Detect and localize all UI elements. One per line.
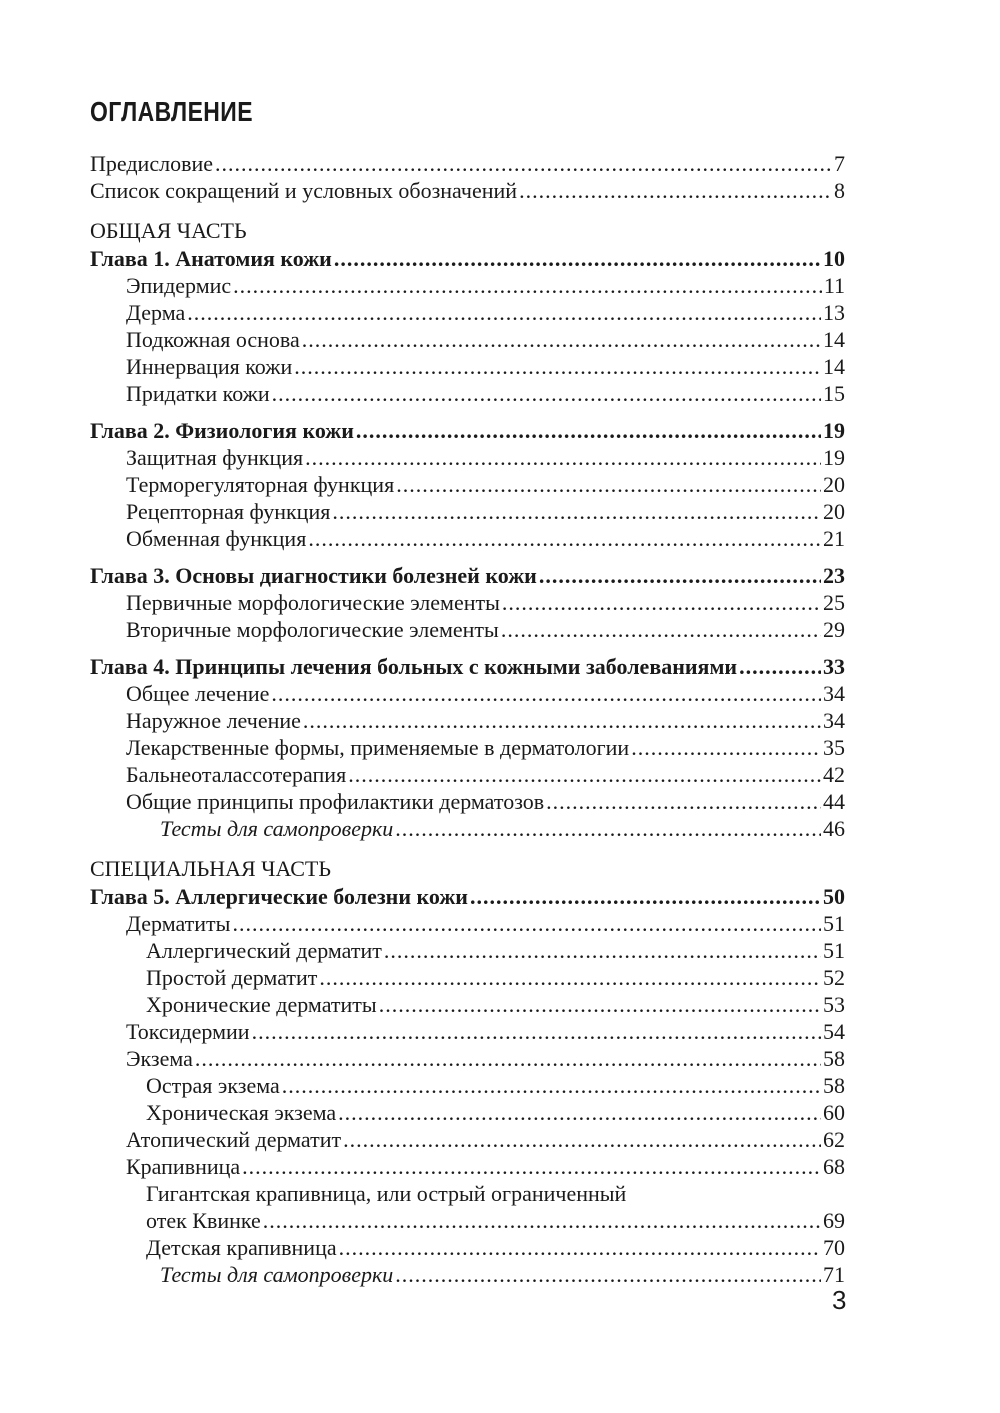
leader-dots [338, 1099, 821, 1126]
leader-dots [384, 937, 821, 964]
leader-dots [282, 1072, 821, 1099]
toc-entry[interactable] [90, 299, 845, 326]
leader-dots [348, 761, 821, 788]
entry-title: Простой дерматит [146, 965, 318, 990]
toc-entry[interactable] [90, 937, 845, 964]
leader-dots [272, 380, 821, 407]
entry-page: 21 [823, 526, 845, 551]
leader-dots [242, 1153, 821, 1180]
entry-page: 51 [823, 911, 845, 936]
entry-title: Глава 3. Основы диагностики болезней кожи [90, 563, 537, 588]
toc-chapter-1[interactable] [90, 245, 845, 272]
leader-dots [334, 245, 821, 272]
entry-page: 11 [823, 273, 845, 298]
entry-title: Глава 4. Принципы лечения больных с кожными заболеваниями [90, 654, 738, 679]
section-heading-general: ОБЩАЯ ЧАСТЬ [90, 218, 247, 243]
entry-page: 19 [823, 445, 845, 470]
entry-page: 42 [823, 762, 845, 787]
entry-title: Гигантская крапивница, или острый ограниченный [146, 1181, 627, 1206]
entry-page: 33 [823, 654, 845, 679]
toc-entry[interactable] [90, 991, 845, 1018]
toc-entry[interactable] [90, 498, 845, 525]
entry-title: Придатки кожи [126, 381, 270, 406]
leader-dots [233, 272, 822, 299]
entry-title: Глава 5. Аллергические болезни кожи [90, 884, 468, 909]
entry-page: 68 [823, 1154, 845, 1179]
entry-page: 58 [823, 1073, 845, 1098]
toc-entry[interactable] [90, 353, 845, 380]
entry-title: Иннервация кожи [126, 354, 293, 379]
entry-page: 58 [823, 1046, 845, 1071]
leader-dots [395, 815, 821, 842]
entry-page: 25 [823, 590, 845, 615]
toc-entry[interactable] [90, 1072, 845, 1099]
leader-dots [395, 1261, 821, 1288]
entry-page: 14 [823, 327, 845, 352]
toc-entry[interactable] [90, 1180, 845, 1207]
leader-dots [294, 353, 821, 380]
entry-title: Эпидермис [126, 273, 232, 298]
toc-entry-abbreviations[interactable] [90, 177, 845, 204]
entry-page: 14 [823, 354, 845, 379]
entry-page: 54 [823, 1019, 845, 1044]
entry-page: 20 [823, 472, 845, 497]
entry-title: Подкожная основа [126, 327, 300, 352]
entry-title: Дерматиты [126, 911, 231, 936]
entry-page: 20 [823, 499, 845, 524]
entry-page: 34 [823, 681, 845, 706]
leader-dots [501, 616, 821, 643]
entry-title: Дерма [126, 300, 186, 325]
toc-entry[interactable] [90, 964, 845, 991]
toc-entry[interactable] [90, 1153, 845, 1180]
leader-dots [303, 707, 821, 734]
toc-chapter-5[interactable] [90, 883, 845, 910]
entry-title: Предисловие [90, 151, 213, 176]
entry-title: Атопический дерматит [126, 1127, 342, 1152]
entry-page: 53 [823, 992, 845, 1017]
entry-page: 19 [823, 418, 845, 443]
toc-entry[interactable] [90, 380, 845, 407]
toc-entry[interactable] [90, 471, 845, 498]
entry-page: 50 [823, 884, 845, 909]
toc-entry[interactable] [90, 734, 845, 761]
toc-entry[interactable] [90, 326, 845, 353]
toc-entry[interactable] [90, 1099, 845, 1126]
leader-dots [187, 299, 821, 326]
entry-page: 70 [823, 1235, 845, 1260]
entry-page: 46 [823, 816, 845, 841]
toc-entry[interactable] [90, 525, 845, 552]
entry-page: 29 [823, 617, 845, 642]
toc-entry-tests[interactable] [90, 1261, 845, 1288]
leader-dots [379, 991, 821, 1018]
leader-dots [302, 326, 821, 353]
entry-title: Крапивница [126, 1154, 241, 1179]
entry-page: 35 [823, 735, 845, 760]
entry-title: Рецепторная функция [126, 499, 331, 524]
entry-page: 34 [823, 708, 845, 733]
table-of-contents [90, 150, 845, 1288]
leader-dots [470, 883, 821, 910]
toc-entry[interactable] [90, 444, 845, 471]
toc-chapter-4[interactable] [90, 653, 845, 680]
entry-title: Первичные морфологические элементы [126, 590, 500, 615]
toc-entry[interactable] [90, 1126, 845, 1153]
toc-entry[interactable] [90, 707, 845, 734]
entry-title: Защитная функция [126, 445, 304, 470]
leader-dots [739, 653, 821, 680]
entry-title: Экзема [126, 1046, 193, 1071]
entry-title: Общее лечение [126, 681, 270, 706]
section-heading-special: СПЕЦИАЛЬНАЯ ЧАСТЬ [90, 856, 332, 881]
toc-entry[interactable] [90, 1234, 845, 1261]
leader-dots [232, 910, 821, 937]
entry-page: 23 [823, 563, 845, 588]
leader-dots [356, 417, 821, 444]
entry-page: 62 [823, 1127, 845, 1152]
leader-dots [319, 964, 821, 991]
toc-entry-tests[interactable] [90, 815, 845, 842]
entry-page: 8 [834, 178, 845, 203]
entry-title: Хронические дерматиты [146, 992, 377, 1017]
leader-dots [263, 1207, 821, 1234]
leader-dots [305, 444, 821, 471]
entry-title: Список сокращений и условных обозначений [90, 178, 518, 203]
entry-title: Обменная функция [126, 526, 307, 551]
toc-entry-preface[interactable] [90, 150, 845, 177]
entry-title: Тесты для самопроверки [160, 1262, 394, 1287]
leader-dots [332, 498, 821, 525]
leader-dots [396, 471, 821, 498]
toc-entry[interactable] [90, 589, 845, 616]
entry-title: Наружное лечение [126, 708, 301, 733]
entry-page: 7 [834, 151, 845, 176]
leader-dots [546, 788, 821, 815]
page-number: 3 [832, 1285, 847, 1315]
page-title: ОГЛАВЛЕНИЕ [90, 96, 253, 127]
entry-page: 69 [823, 1208, 845, 1233]
entry-title: Острая экзема [146, 1073, 280, 1098]
toc-entry[interactable] [90, 272, 845, 299]
leader-dots [308, 525, 821, 552]
leader-dots [502, 589, 821, 616]
entry-title: Хроническая экзема [146, 1100, 337, 1125]
entry-title: Глава 1. Анатомия кожи [90, 246, 332, 271]
entry-title: Общие принципы профилактики дерматозов [126, 789, 545, 814]
entry-title: Глава 2. Физиология кожи [90, 418, 354, 443]
leader-dots [519, 177, 832, 204]
entry-page: 51 [823, 938, 845, 963]
leader-dots [252, 1018, 821, 1045]
entry-page: 52 [823, 965, 845, 990]
entry-title: Вторичные морфологические элементы [126, 617, 499, 642]
leader-dots [195, 1045, 821, 1072]
entry-title: Тесты для самопроверки [160, 816, 394, 841]
entry-title: Лекарственные формы, применяемые в дерматологии [126, 735, 630, 760]
leader-dots [339, 1234, 821, 1261]
entry-title: Токсидермии [126, 1019, 250, 1044]
entry-page: 10 [823, 246, 845, 271]
entry-page: 60 [823, 1100, 845, 1125]
toc-entry[interactable] [90, 616, 845, 643]
entry-title: отек Квинке [146, 1208, 261, 1233]
toc-entry[interactable] [90, 788, 845, 815]
toc-entry[interactable] [90, 1045, 845, 1072]
toc-entry[interactable] [90, 1018, 845, 1045]
toc-entry[interactable] [90, 761, 845, 788]
entry-page: 15 [823, 381, 845, 406]
entry-title: Детская крапивница [146, 1235, 337, 1260]
leader-dots [539, 562, 821, 589]
leader-dots [631, 734, 821, 761]
entry-page: 71 [823, 1262, 845, 1287]
toc-entry[interactable] [90, 1207, 845, 1234]
toc-entry[interactable] [90, 680, 845, 707]
toc-chapter-3[interactable] [90, 562, 845, 589]
leader-dots [343, 1126, 821, 1153]
entry-page: 44 [823, 789, 845, 814]
toc-chapter-2[interactable] [90, 417, 845, 444]
toc-entry[interactable] [90, 910, 845, 937]
entry-title: Терморегуляторная функция [126, 472, 395, 497]
entry-title: Аллергический дерматит [146, 938, 382, 963]
leader-dots [215, 150, 832, 177]
entry-title: Бальнеоталассотерапия [126, 762, 347, 787]
entry-page: 13 [823, 300, 845, 325]
leader-dots [271, 680, 821, 707]
